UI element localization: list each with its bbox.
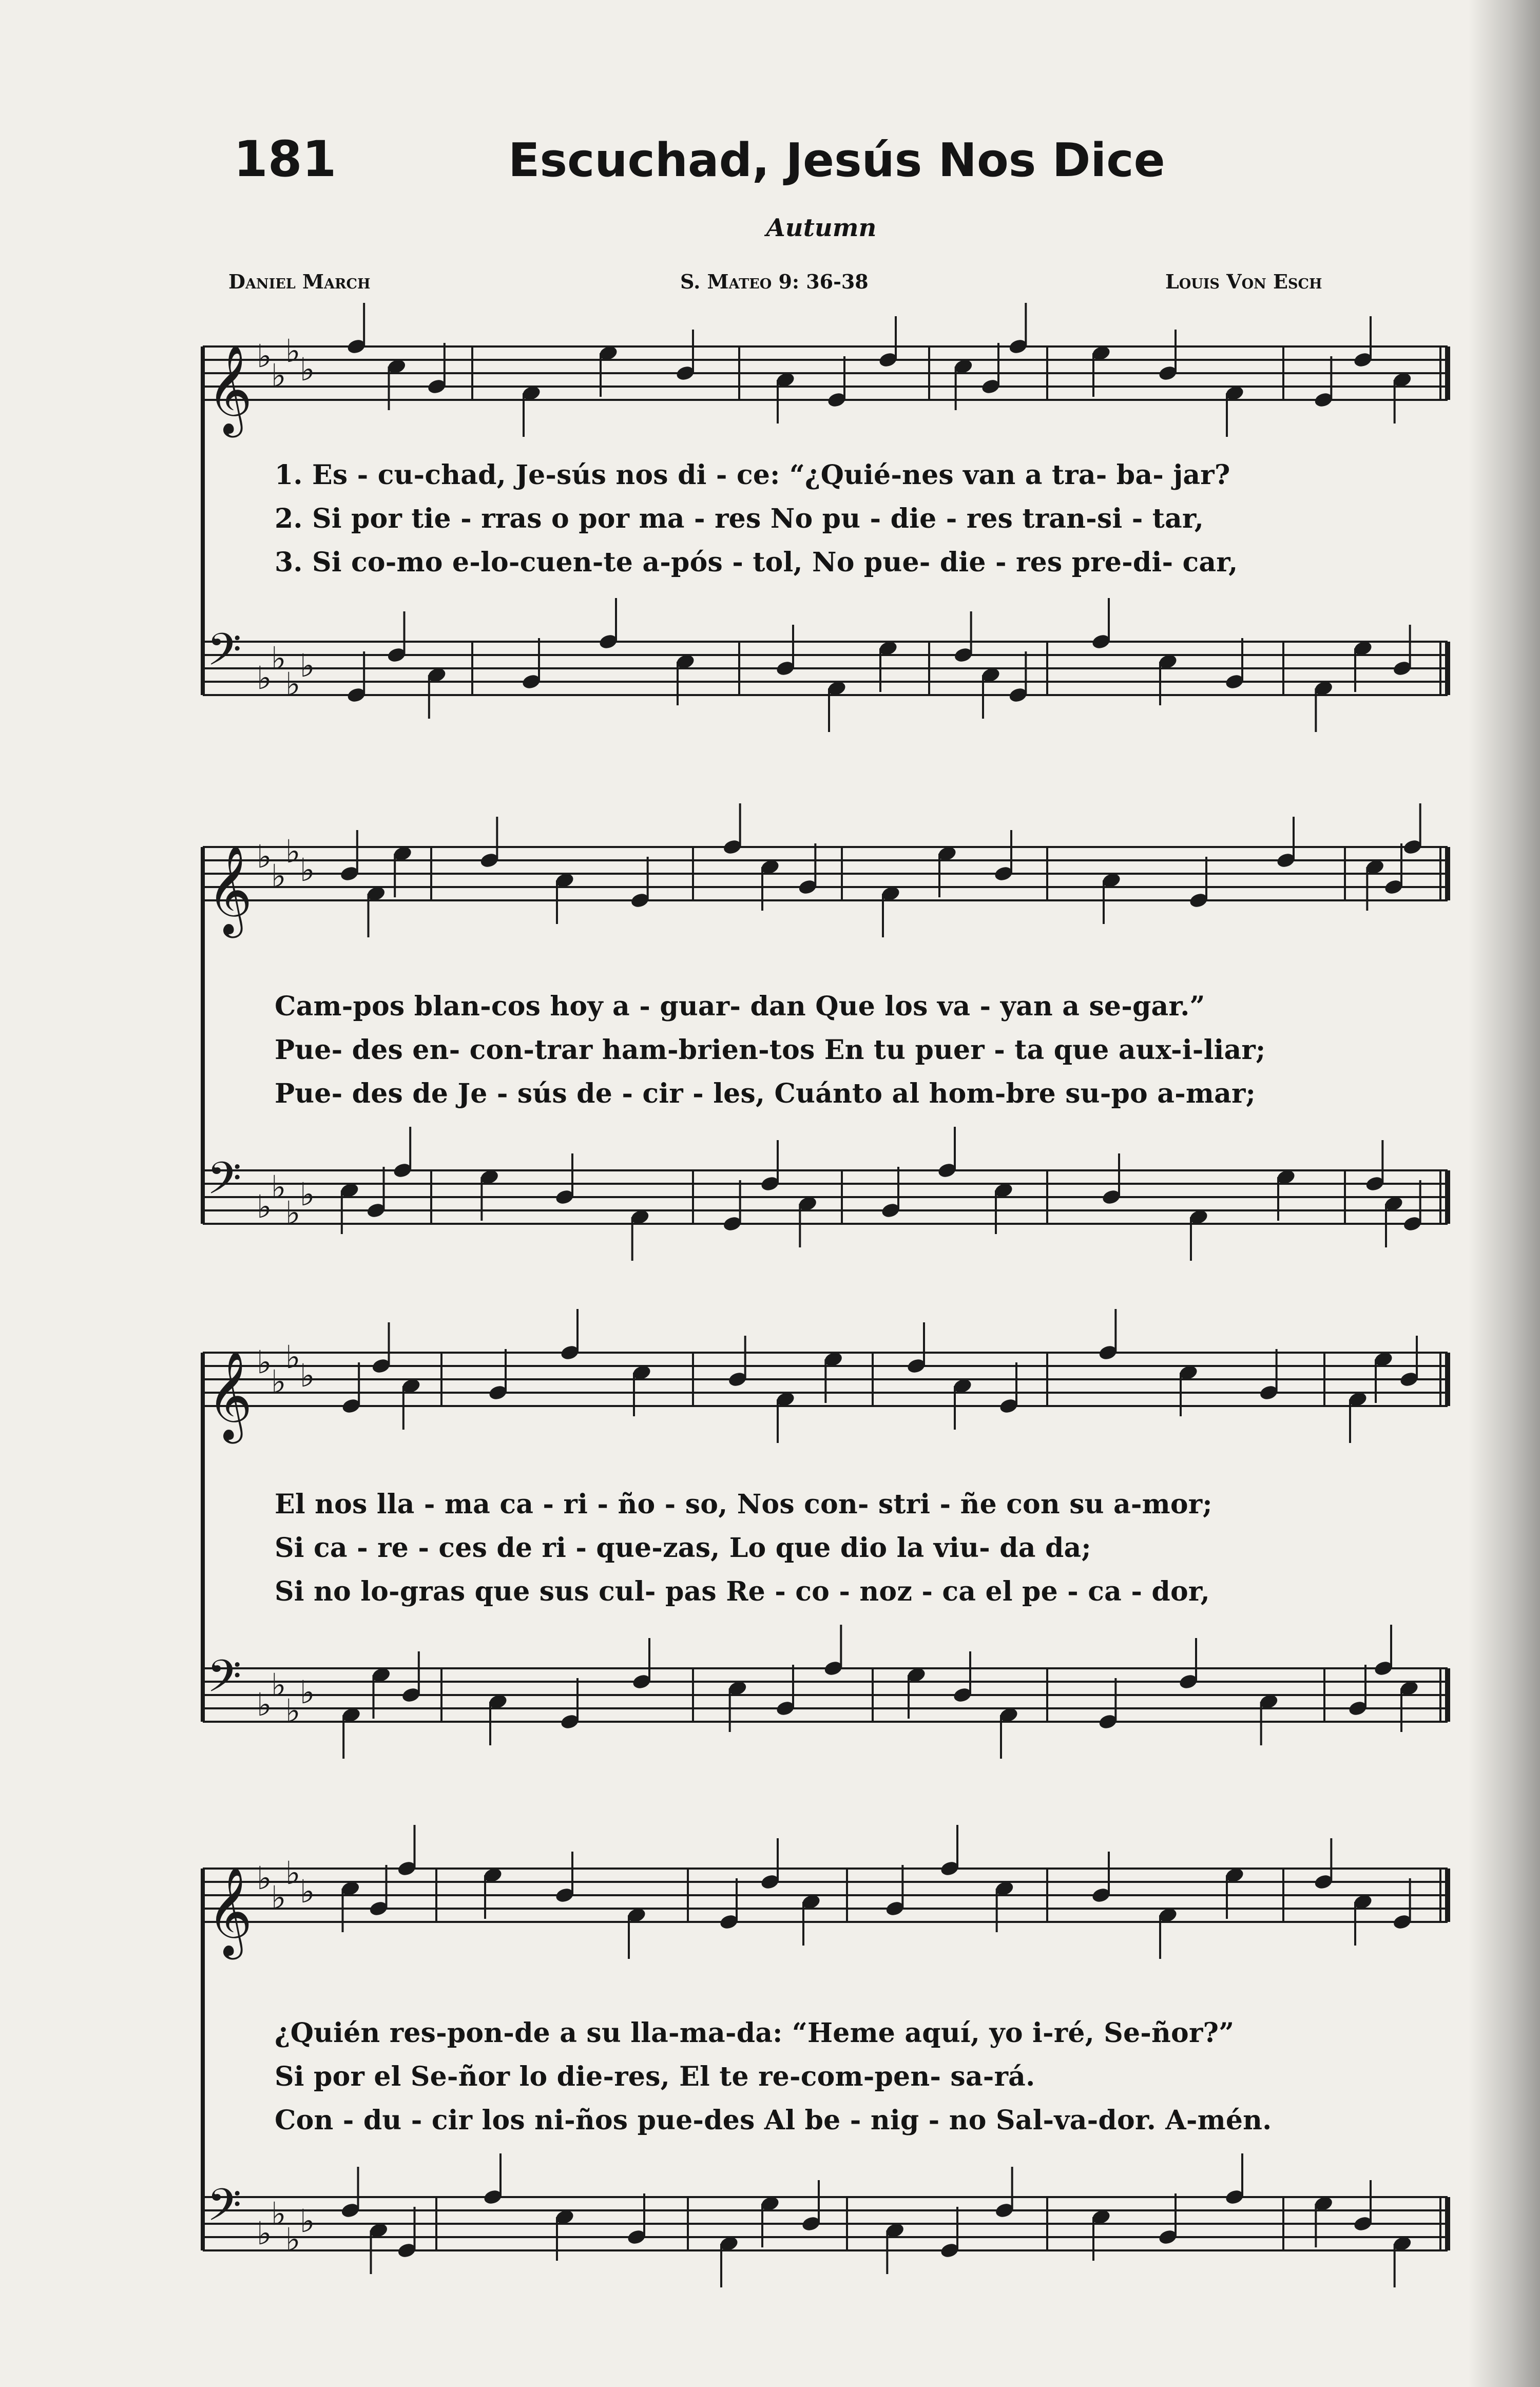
flat-sign-icon: ♭	[257, 2215, 272, 2252]
flat-sign-icon: ♭	[285, 2221, 301, 2258]
composer-credit: Louis Von Esch	[1165, 270, 1322, 293]
flat-sign-icon: ♭	[285, 833, 301, 870]
lyric-line: Cam-pos blan-cos hoy a - guar- dan Que los va - yan a se-gar.”	[275, 991, 1205, 1022]
flat-sign-icon: ♭	[257, 1859, 272, 1897]
lyric-line: 1. Es - cu-chad, Je-sús nos di - ce: “¿Quié-nes van a tra- ba- jar?	[275, 459, 1230, 491]
lyric-line: Con - du - cir los ni-ños pue-des Al be - nig - no Sal-va-dor. A-mén.	[275, 2105, 1272, 2136]
flat-sign-icon: ♭	[257, 1188, 272, 1225]
flat-sign-icon: ♭	[271, 1879, 286, 1916]
page-spine-shadow	[1468, 0, 1540, 2387]
hymn-title: Escuchad, Jesús Nos Dice	[508, 133, 1165, 187]
lyric-line: Pue- des en- con-trar ham-brien-tos En tu puer - ta que aux-i-liar;	[275, 1034, 1266, 1066]
flat-sign-icon: ♭	[271, 357, 286, 394]
bass-clef-icon: 𝄢	[207, 1650, 242, 1713]
flat-sign-icon: ♭	[300, 1873, 315, 1910]
flat-sign-icon: ♭	[285, 1692, 301, 1729]
flat-sign-icon: ♭	[285, 1854, 301, 1892]
treble-clef-icon: 𝄞	[207, 1866, 253, 1956]
bass-clef-icon: 𝄢	[207, 624, 242, 686]
flat-sign-icon: ♭	[285, 1194, 301, 1231]
flat-sign-icon: ♭	[300, 647, 315, 684]
flat-sign-icon: ♭	[271, 1168, 286, 1206]
lyric-line: Si por el Se-ñor lo die-res, El te re-com-pen- sa-rá.	[275, 2061, 1035, 2092]
tune-name: Autumn	[766, 214, 877, 242]
flat-sign-icon: ♭	[257, 337, 272, 375]
treble-clef-icon: 𝄞	[207, 344, 253, 434]
flat-sign-icon: ♭	[257, 838, 272, 875]
bass-clef-icon: 𝄢	[207, 2179, 242, 2242]
author-credit: Daniel March	[228, 270, 371, 293]
bass-clef-icon: 𝄢	[207, 1152, 242, 1215]
lyric-line: ¿Quién res-pon-de a su lla-ma-da: “Heme aquí, yo i-ré, Se-ñor?”	[275, 2017, 1235, 2049]
flat-sign-icon: ♭	[300, 351, 315, 388]
treble-clef-icon: 𝄞	[207, 845, 253, 934]
lyric-line: El nos lla - ma ca - ri - ño - so, Nos con- stri - ñe con su a-mor;	[275, 1489, 1212, 1520]
flat-sign-icon: ♭	[271, 640, 286, 677]
lyric-line: Si ca - re - ces de ri - que-zas, Lo que dio la viu- da da;	[275, 1532, 1091, 1564]
flat-sign-icon: ♭	[257, 1686, 272, 1723]
hymn-number: 181	[234, 130, 337, 188]
treble-clef-icon: 𝄞	[207, 1351, 253, 1440]
flat-sign-icon: ♭	[300, 1673, 315, 1711]
flat-sign-icon: ♭	[300, 851, 315, 889]
flat-sign-icon: ♭	[300, 1176, 315, 1213]
flat-sign-icon: ♭	[300, 2202, 315, 2240]
flat-sign-icon: ♭	[271, 1363, 286, 1400]
flat-sign-icon: ♭	[257, 1343, 272, 1381]
flat-sign-icon: ♭	[257, 659, 272, 697]
flat-sign-icon: ♭	[271, 2195, 286, 2232]
flat-sign-icon: ♭	[285, 332, 301, 370]
flat-sign-icon: ♭	[300, 1357, 315, 1394]
lyric-line: Pue- des de Je - sús de - cir - les, Cuánto al hom-bre su-po a-mar;	[275, 1078, 1256, 1109]
lyric-line: 2. Si por tie - rras o por ma - res No pu - die - res tran-si - tar,	[275, 503, 1204, 534]
scripture-reference: S. Mateo 9: 36-38	[680, 270, 869, 293]
flat-sign-icon: ♭	[285, 665, 301, 703]
lyric-line: Si no lo-gras que sus cul- pas Re - co - noz - ca el pe - ca - dor,	[275, 1576, 1210, 1607]
flat-sign-icon: ♭	[285, 1338, 301, 1376]
lyric-line: 3. Si co-mo e-lo-cuen-te a-pós - tol, No pue- die - res pre-di- car,	[275, 547, 1238, 578]
flat-sign-icon: ♭	[271, 1666, 286, 1704]
flat-sign-icon: ♭	[271, 857, 286, 895]
